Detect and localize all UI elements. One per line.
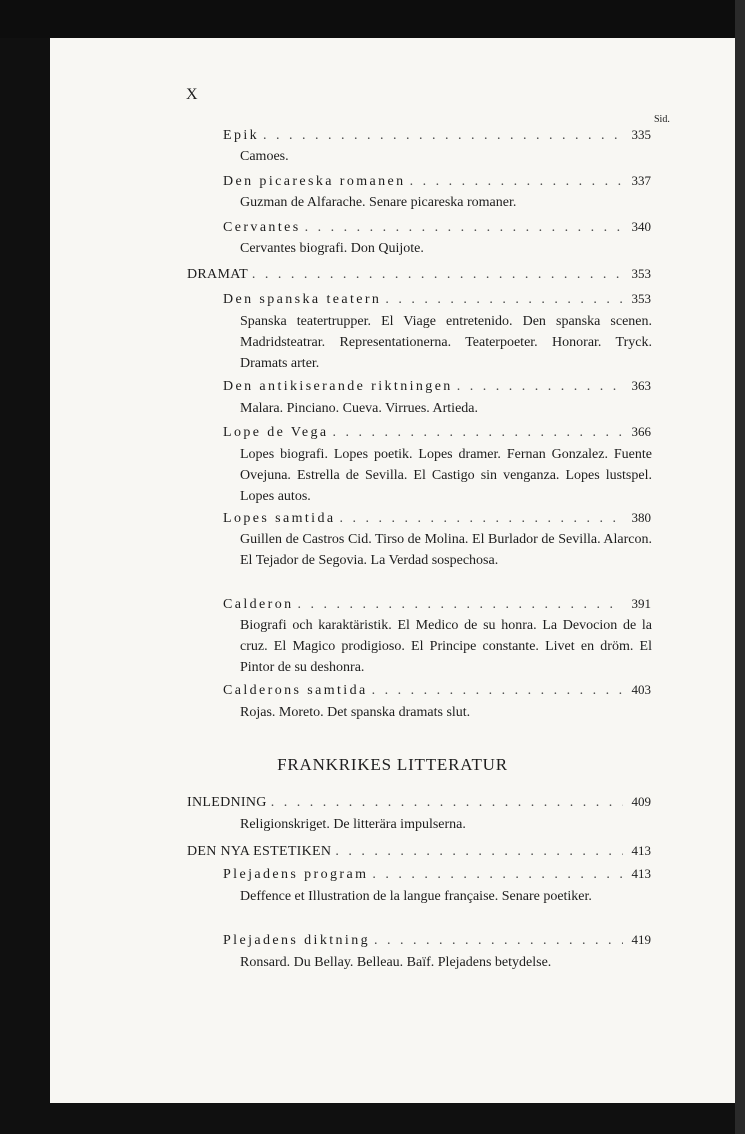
toc-entry-title: Cervantes — [223, 220, 301, 235]
toc-entry-page: 391 — [631, 596, 651, 611]
toc-entry-title: Den antikiserande riktningen — [223, 379, 453, 394]
toc-entry — [223, 507, 651, 529]
toc-entry — [223, 929, 651, 951]
toc-entry-page: 366 — [631, 424, 651, 439]
leader-dots — [263, 125, 623, 147]
toc-entry-title: Calderons samtida — [223, 683, 368, 698]
toc-entry-description: Guzman de Alfarache. Senare picareska romaner. — [240, 195, 517, 210]
toc-entry-title: Den picareska romanen — [223, 174, 406, 189]
toc-entry-description: Deffence et Illustration de la langue française. Senare poetiker. — [240, 889, 592, 904]
toc-entry-title: Epik — [223, 128, 260, 143]
toc-entry-page: 363 — [631, 378, 651, 393]
toc-entry-description: Cervantes biografi. Don Quijote. — [240, 241, 424, 256]
toc-entry-title: Den spanska teatern — [223, 292, 382, 307]
toc-entry — [223, 288, 651, 310]
toc-entry — [223, 170, 651, 192]
toc-entry-description: Malara. Pinciano. Cueva. Virrues. Artieda. — [240, 401, 478, 416]
toc-entry-title: Plejadens program — [223, 867, 369, 882]
leader-dots — [410, 171, 623, 193]
leader-dots — [372, 680, 623, 702]
toc-entry-page: 409 — [631, 794, 651, 809]
toc-entry-title: Lope de Vega — [223, 425, 329, 440]
toc-entry-description: Spanska teatertrupper. El Viage entretenido. Den spanska scenen. Madridsteatrar. Representationerna. Teaterpoeter. Honorar. Tryck. Dramats arter. — [240, 314, 652, 371]
leader-dots — [271, 792, 623, 814]
toc-entry — [223, 863, 651, 885]
toc-entry-title: Calderon — [223, 597, 294, 612]
page-number: X — [186, 86, 199, 103]
toc-section-entry — [187, 263, 651, 285]
toc-entry-title: Plejadens diktning — [223, 933, 371, 948]
toc-entry-page: 413 — [631, 843, 651, 858]
toc-entry-page: 419 — [631, 932, 651, 947]
toc-entry — [223, 593, 651, 615]
leader-dots — [385, 289, 623, 311]
toc-entry-page: 340 — [631, 219, 651, 234]
section-heading: FRANKRIKES LITTERATUR — [277, 755, 508, 774]
toc-entry-description: Religionskriget. De litterära impulserna. — [240, 817, 466, 832]
toc-entry-title: INLEDNING — [187, 795, 267, 810]
toc-entry — [223, 421, 651, 443]
toc-entry — [223, 679, 651, 701]
leader-dots — [335, 841, 623, 863]
toc-entry-page: 380 — [631, 510, 651, 525]
toc-entry-description: Lopes biografi. Lopes poetik. Lopes dramer. Fernan Gonzalez. Fuente Ovejuna. Estrella de Sevilla. El Castigo sin venganza. Lopes lustspel. Lopes autos. — [240, 447, 652, 504]
page-column-header: Sid. — [654, 114, 670, 125]
toc-entry-title: DEN NYA ESTETIKEN — [187, 844, 332, 859]
toc-entry-description: Biografi och karaktäristik. El Medico de su honra. La Devocion de la cruz. El Magico prodigioso. El Principe constante. Livet en dröm. El Pintor de su deshonra. — [240, 618, 652, 675]
toc-entry — [223, 124, 651, 146]
leader-dots — [305, 217, 623, 239]
leader-dots — [339, 508, 623, 530]
leader-dots — [298, 594, 623, 616]
scan-border-top — [0, 0, 745, 38]
toc-entry-description: Rojas. Moreto. Det spanska dramats slut. — [240, 705, 471, 720]
toc-entry-title: Lopes samtida — [223, 511, 336, 526]
toc-entry — [223, 216, 651, 238]
book-page — [50, 38, 735, 1103]
toc-entry-page: 337 — [631, 173, 651, 188]
toc-entry-page: 353 — [631, 266, 651, 281]
leader-dots — [372, 864, 623, 886]
toc-entry-page: 353 — [631, 291, 651, 306]
leader-dots — [252, 264, 623, 286]
toc-entry — [223, 375, 651, 397]
toc-entry-page: 413 — [631, 866, 651, 881]
toc-entry-description: Camoes. — [240, 149, 289, 164]
toc-section-entry — [187, 791, 651, 813]
scan-border-right — [735, 0, 745, 1134]
toc-entry-description: Guillen de Castros Cid. Tirso de Molina. El Burlador de Sevilla. Alarcon. El Tejador de Segovia. La Verdad sospechosa. — [240, 532, 652, 568]
leader-dots — [333, 422, 623, 444]
toc-entry-page: 335 — [631, 127, 651, 142]
toc-section-entry — [187, 840, 651, 862]
toc-entry-description: Ronsard. Du Bellay. Belleau. Baïf. Plejadens betydelse. — [240, 955, 552, 970]
leader-dots — [374, 930, 623, 952]
toc-entry-page: 403 — [631, 682, 651, 697]
leader-dots — [457, 376, 623, 398]
toc-entry-title: DRAMAT — [187, 267, 248, 282]
